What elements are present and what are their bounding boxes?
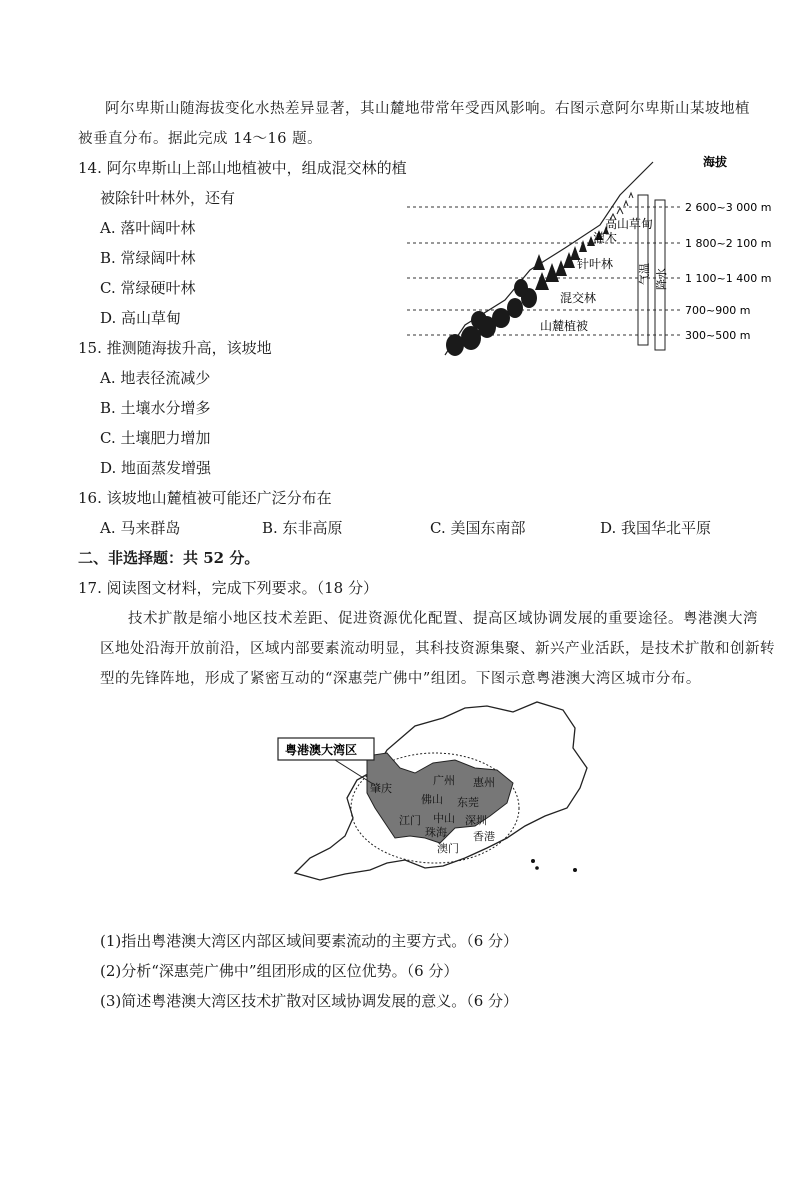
intro-line-2: 被垂直分布。据此完成 14～16 题。: [78, 131, 323, 147]
zone-label-conifer: 针叶林: [577, 257, 614, 271]
city-zhongshan: 中山: [433, 812, 455, 825]
q17-sub-1: (1)指出粤港澳大湾区内部区域间要素流动的主要方式。（6 分）: [100, 932, 519, 950]
q17-sub-2: (2)分析“深惠莞广佛中”组团形成的区位优势。（6 分）: [100, 962, 459, 980]
q14-option-d[interactable]: D. 高山草甸: [100, 309, 182, 327]
q14-option-c[interactable]: C. 常绿硬叶林: [100, 279, 196, 297]
city-shenzhen: 深圳: [465, 814, 487, 827]
zone-label-mixed: 混交林: [560, 291, 597, 305]
zone-label-alpine-meadow: 高山草甸: [605, 217, 654, 231]
city-hongkong: 香港: [473, 830, 495, 843]
altitude-band-5: 300~500 m: [685, 329, 751, 342]
altitude-band-2: 1 800~2 100 m: [685, 237, 772, 250]
q15-option-d[interactable]: D. 地面蒸发增强: [100, 459, 212, 477]
q17-stem: 17. 阅读图文材料，完成下列要求。（18 分）: [78, 579, 378, 597]
q15-option-b[interactable]: B. 土壤水分增多: [100, 399, 211, 417]
city-zhaoqing: 肇庆: [370, 782, 392, 795]
city-guangzhou: 广州: [433, 774, 455, 787]
altitude-band-1: 2 600~3 000 m: [685, 201, 772, 214]
q15-stem: 15. 推测随海拔升高，该坡地: [78, 339, 272, 357]
zone-label-shrub: 灌木: [593, 231, 618, 245]
intro-line-1: 阿尔卑斯山随海拔变化水热差异显著，其山麓地带常年受西风影响。右图示意阿尔卑斯山某坡地植: [105, 101, 750, 117]
q14-stem-line-1: 14. 阿尔卑斯山上部山地植被中，组成混交林的植: [78, 159, 407, 177]
zone-label-foothill: 山麓植被: [540, 319, 589, 333]
q17-para-line-1: 技术扩散是缩小地区技术差距、促进资源优化配置、提高区域协调发展的重要途径。粤港澳大湾: [128, 611, 758, 627]
city-macau: 澳门: [437, 842, 459, 855]
q17-sub-3: (3)简述粤港澳大湾区技术扩散对区域协调发展的意义。（6 分）: [100, 992, 519, 1010]
q16-stem: 16. 该坡地山麓植被可能还广泛分布在: [78, 489, 332, 507]
city-foshan: 佛山: [421, 793, 443, 806]
altitude-title: 海拔: [703, 155, 728, 169]
q16-option-c[interactable]: C. 美国东南部: [430, 519, 526, 537]
q14-stem-line-2: 被除针叶林外，还有: [100, 189, 236, 207]
q17-para-line-3: 型的先锋阵地，形成了紧密互动的“深惠莞广佛中”组团。下图示意粤港澳大湾区城市分布。: [100, 671, 701, 687]
q17-para-line-2: 区地处沿海开放前沿，区域内部要素流动明显，其科技资源集聚、新兴产业活跃，是技术扩散和创新转: [100, 641, 775, 657]
q14-option-a[interactable]: A. 落叶阔叶林: [100, 219, 196, 237]
altitude-band-3: 1 100~1 400 m: [685, 272, 772, 285]
islands: [531, 859, 577, 872]
q14-option-b[interactable]: B. 常绿阔叶林: [100, 249, 196, 267]
q15-option-c[interactable]: C. 土壤肥力增加: [100, 429, 211, 447]
q15-option-a[interactable]: A. 地表径流减少: [100, 369, 211, 387]
city-dongguan: 东莞: [457, 796, 479, 809]
section-2-heading: 二、非选择题：共 52 分。: [78, 549, 260, 567]
altitude-band-4: 700~900 m: [685, 304, 751, 317]
bay-area-map: [275, 698, 595, 898]
vegetation-diagram: [405, 150, 790, 365]
city-jiangmen: 江门: [399, 814, 421, 827]
precipitation-label: 降水: [655, 268, 668, 290]
temperature-label: 气温: [638, 263, 651, 285]
q16-option-a[interactable]: A. 马来群岛: [100, 519, 181, 537]
city-huizhou: 惠州: [473, 776, 495, 789]
q16-option-d[interactable]: D. 我国华北平原: [600, 519, 712, 537]
city-zhuhai: 珠海: [425, 826, 447, 839]
q16-option-b[interactable]: B. 东非高原: [262, 519, 343, 537]
region-label: 粤港澳大湾区: [285, 743, 358, 757]
